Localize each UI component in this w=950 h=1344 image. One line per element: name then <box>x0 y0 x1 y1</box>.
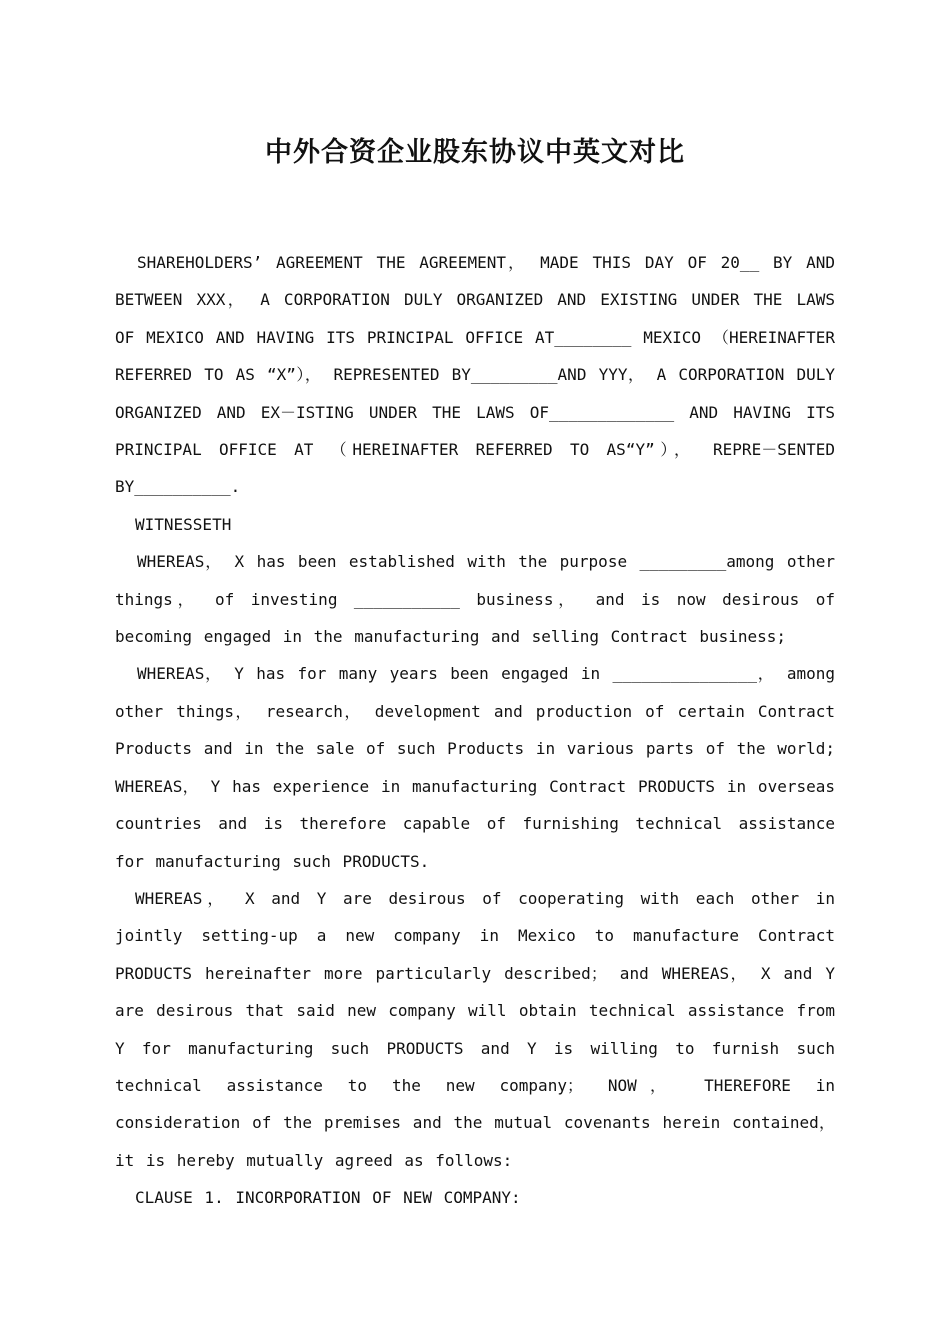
document-body <box>115 244 835 1217</box>
paragraph-witnesseth: WITNESSETH <box>135 514 232 534</box>
paragraph-whereas-y: WHEREAS， Y has for many years been engaged in _______________， among other things， research， development and production of certain Contract Products and in the sale of such Products in various parts of the world; WHEREAS， Y has experience in manufacturing Contract PRODUCTS in overseas countries and is therefore capable of furnishing technical assistance for manufacturing such PRODUCTS. <box>115 664 836 871</box>
paragraph-whereas-cooperation: WHEREAS， X and Y are desirous of cooperating with each other in jointly setting-up a new company in Mexico to manufacture Contract PRODUCTS hereinafter more particularly described； and WHEREAS， X and Y are desirous that said new company will obtain technical assistance from Y for manufacturing such PRODUCTS and Y is willing to furnish such technical assistance to the new company； NOW， THEREFORE in consideration of the premises and the mutual covenants herein contained， it is hereby mutually agreed as follows: <box>115 888 836 1170</box>
paragraph-clause-1-heading: CLAUSE 1. INCORPORATION OF NEW COMPANY: <box>135 1188 521 1208</box>
paragraph-agreement-parties: SHAREHOLDERS’ AGREEMENT THE AGREEMENT， MADE THIS DAY OF 20__ BY AND BETWEEN XXX， A CORPORATION DULY ORGANIZED AND EXISTING UNDER THE LAWS OF MEXICO AND HAVING ITS PRINCIPAL OFFICE AT________ MEXICO （HEREINAFTER REFERRED TO AS “X”）， REPRESENTED BY_________AND YYY， A CORPORATION DULY ORGANIZED AND EX－ISTING UNDER THE LAWS OF_____________ AND HAVING ITS PRINCIPAL OFFICE AT （HEREINAFTER REFERRED TO AS“Y”）， REPRE－SENTED BY__________. <box>115 253 835 497</box>
document-title: 中外合资企业股东协议中英文对比 <box>265 137 685 168</box>
paragraph-whereas-x: WHEREAS， X has been established with the purpose _________among other things， of investing ___________ business， and is now desirous of becoming engaged in the manufacturing and selling Contract business; <box>115 552 835 647</box>
